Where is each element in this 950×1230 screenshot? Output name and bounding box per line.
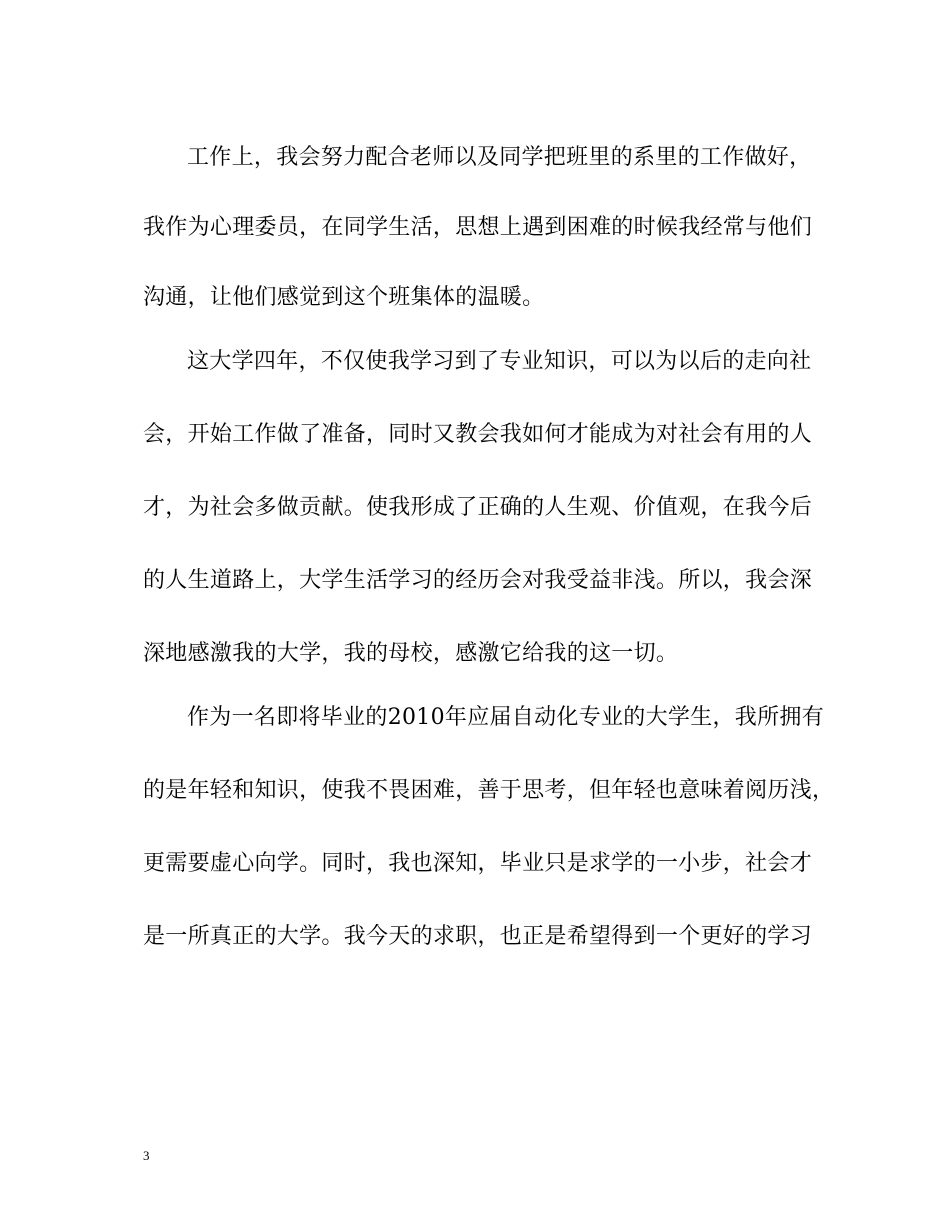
paragraph-3-line-1: 作为一名即将毕业的2010年应届自动化专业的大学生，我所拥有 [187,705,824,730]
paragraph-1-line-1: 工作上，我会努力配合老师以及同学把班里的系里的工作做好， [187,145,812,170]
paragraph-3-line-2: 的是年轻和知识，使我不畏困难，善于思考，但年轻也意味着阅历浅， [143,778,835,803]
paragraph-2-line-4: 的人生道路上，大学生活学习的经历会对我受益非浅。所以，我会深 [143,568,813,593]
paragraph-1-line-3: 沟通，让他们感觉到这个班集体的温暖。 [143,285,545,310]
paragraph-1-line-2: 我作为心理委员，在同学生活，思想上遇到困难的时候我经常与他们 [143,215,813,240]
paragraph-2-line-5: 深地感激我的大学，我的母校，感激它给我的这一切。 [143,641,679,666]
paragraph-3-line-4: 是一所真正的大学。我今天的求职，也正是希望得到一个更好的学习 [143,924,813,949]
paragraph-2-line-1: 这大学四年，不仅使我学习到了专业知识，可以为以后的走向社 [187,349,812,374]
page-number: 3 [143,1148,150,1163]
paragraph-3-line-3: 更需要虚心向学。同时，我也深知，毕业只是求学的一小步，社会才 [143,851,813,876]
paragraph-2-line-3: 才，为社会多做贡献。使我形成了正确的人生观、价值观，在我今后 [143,495,813,520]
paragraph-2-line-2: 会，开始工作做了准备，同时又教会我如何才能成为对社会有用的人 [143,422,813,447]
